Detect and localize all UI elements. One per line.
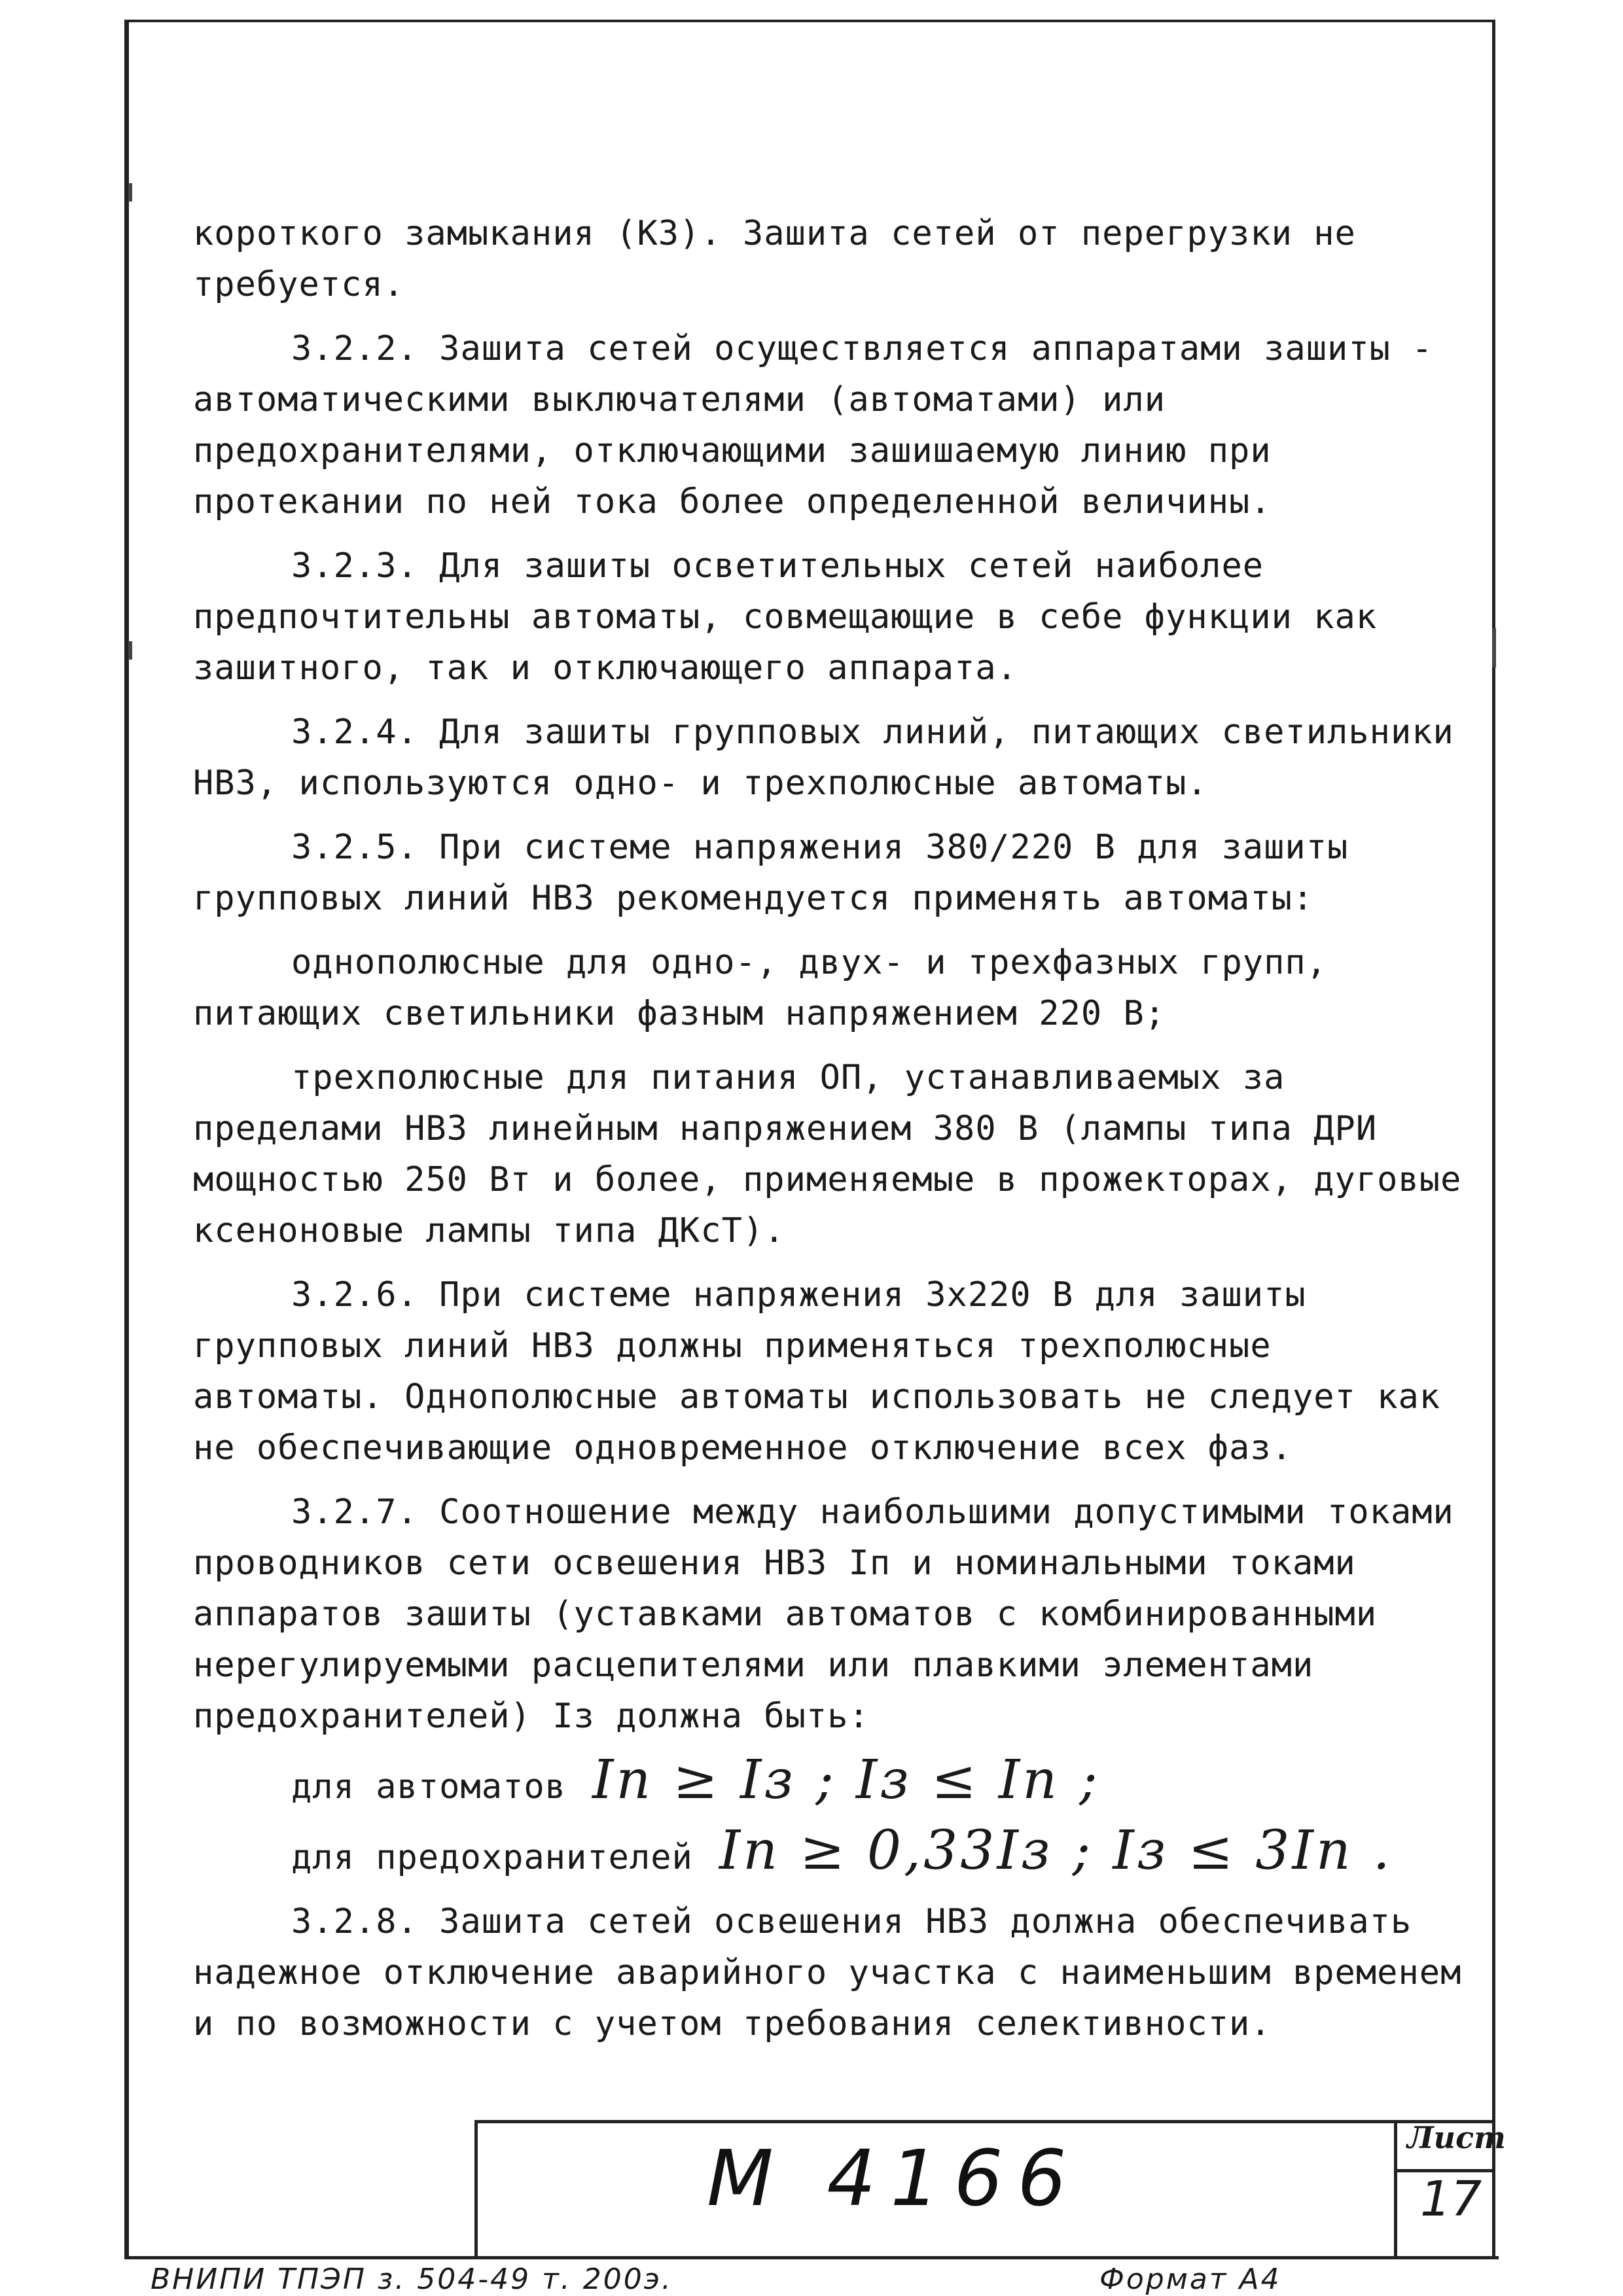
footer-publisher: ВНИПИ ТПЭП з. 504-49 т. 200э. [151,2263,673,2296]
paragraph: 3.2.4. Для зашиты групповых линий, питающих светильники НВЗ, используются одно- и трехполюсные автоматы. [193,713,1454,803]
scan-mark [1492,628,1496,667]
formula-automats [291,1749,1476,1812]
document-code: М 4166 [707,2133,1081,2223]
paragraph: короткого замыкания (КЗ). Зашита сетей от перегрузки не требуется. [193,214,1356,304]
page-frame-bottom [124,2256,1499,2259]
paragraph: 3.2.2. Зашита сетей осуществляется аппаратами зашиты - автоматическими выключателями (автоматами) или предохранителями, отключающими зашишаемую линию при протекании по ней тока более определенной величины. [193,329,1433,521]
formula-expression: Iп ≥ 0,33Iз ; Iз ≤ 3Iп . [719,1820,1393,1882]
paragraph: 3.2.3. Для зашиты осветительных сетей наиболее предпочтительны автоматы, совмещающие в себе функции как зашитного, так и отключающего аппарата. [193,546,1378,688]
formula-fuses [291,1820,1476,1883]
scan-mark [128,183,132,202]
formula-label: для автоматов [291,1767,566,1807]
paragraph: однополюсные для одно-, двух- и трехфазных групп, питающих светильники фазным напряжением 220 В; [193,943,1328,1033]
paragraph: 3.2.8. Зашита сетей освешения НВЗ должна обеспечивать надежное отключение аварийного участка с наименьшим временем и по возможности с учетом требования селективности. [193,1902,1462,2043]
paragraph: 3.2.6. При системе напряжения 3х220 В для зашиты групповых линий НВЗ должны применяться трехполюсные автоматы. Однополюсные автоматы использовать не следует как не обеспечивающие одновременное отключение всех фаз. [193,1275,1441,1468]
formula-expression: Iп ≥ Iз ; Iз ≤ Iп ; [592,1749,1100,1811]
paragraph: 3.2.7. Соотношение между наибольшими допустимыми токами проводников сети освешения НВЗ Iп и номинальными токами аппаратов зашиты (уставками автоматов с комбинированными нерегулируемыми расцепителями или плавкими элементами предохранителей) Iз должна быть: [193,1492,1454,1736]
paragraph: трехполюсные для питания ОП, устанавливаемых за пределами НВЗ линейным напряжением 380 В (лампы типа ДРИ мощностью 250 Вт и более, применяемые в прожекторах, дуговые ксеноновые лампы типа ДКсТ). [193,1058,1462,1250]
scan-mark [128,641,132,660]
sheet-label: Лист [1407,2120,1506,2155]
paragraph: 3.2.5. При системе напряжения 380/220 В для зашиты групповых линий НВЗ рекомендуется применять автоматы: [193,828,1349,918]
footer-format: Формат А4 [1099,2263,1281,2296]
formula-label: для предохранителей [291,1838,693,1877]
document-body [193,208,1476,2062]
sheet-number: 17 [1420,2171,1482,2227]
